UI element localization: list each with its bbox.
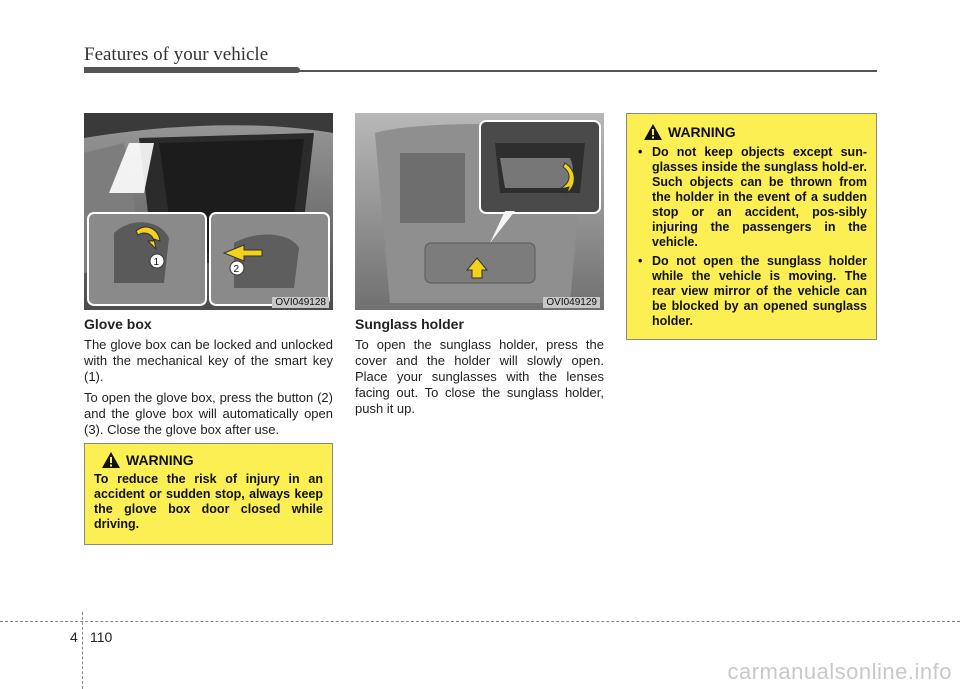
- callout-1: 1: [153, 257, 160, 268]
- glove-box-body: [84, 337, 333, 443]
- section-heading-glove-box: Glove box: [84, 316, 152, 332]
- header-rule: [296, 70, 877, 72]
- warning-box-glove-box: [84, 443, 333, 545]
- header-bar: [84, 67, 300, 73]
- list-item: • Do not open the sunglass holder while the vehicle is moving. The rear view mirror of the vehicle can be blocked by an opened sunglass holder.: [636, 254, 867, 329]
- paragraph: To open the glove box, press the button (2) and the glove box will automatically open (3). Close the glove box after use.: [84, 390, 333, 437]
- footer-rule: [0, 621, 960, 622]
- paragraph: To open the sunglass holder, press the cover and the holder will slowly open. Place your sunglasses with the lenses facing out. To close the sunglass holder, push it up.: [355, 337, 604, 416]
- image-code: OVI049129: [543, 297, 600, 308]
- warning-title: WARNING: [668, 124, 736, 140]
- warning-triangle-icon: [102, 452, 120, 468]
- paragraph: The glove box can be locked and unlocked with the mechanical key of the smart key (1).: [84, 337, 333, 384]
- warning-title: WARNING: [126, 452, 194, 468]
- footer-divider: [82, 612, 83, 689]
- warning-text: To reduce the risk of injury in an accident or sudden stop, always keep the glove box door closed while driving.: [94, 472, 323, 531]
- sunglass-holder-body: [355, 337, 604, 422]
- chapter-number: 4: [70, 629, 78, 645]
- warning-triangle-icon: [644, 124, 662, 140]
- callout-2: 2: [233, 264, 240, 275]
- page-number: 110: [90, 629, 113, 645]
- section-heading-sunglass-holder: Sunglass holder: [355, 316, 464, 332]
- warning-box-sunglass-holder: [626, 113, 877, 340]
- sunglass-holder-photo: [355, 113, 604, 310]
- page-header-title: Features of your vehicle: [84, 44, 269, 65]
- warning-list: [636, 145, 867, 329]
- glove-box-photo: [84, 113, 333, 310]
- list-item: • Do not keep objects except sun-glasses inside the sunglass hold-er. Such objects can be thrown from the holder in the event of a sudden stop or an accident, pos-sibly injuring the passengers in the vehicle.: [636, 145, 867, 250]
- watermark: carmanualsonline.info: [727, 659, 952, 684]
- image-code: OVI049128: [272, 297, 329, 308]
